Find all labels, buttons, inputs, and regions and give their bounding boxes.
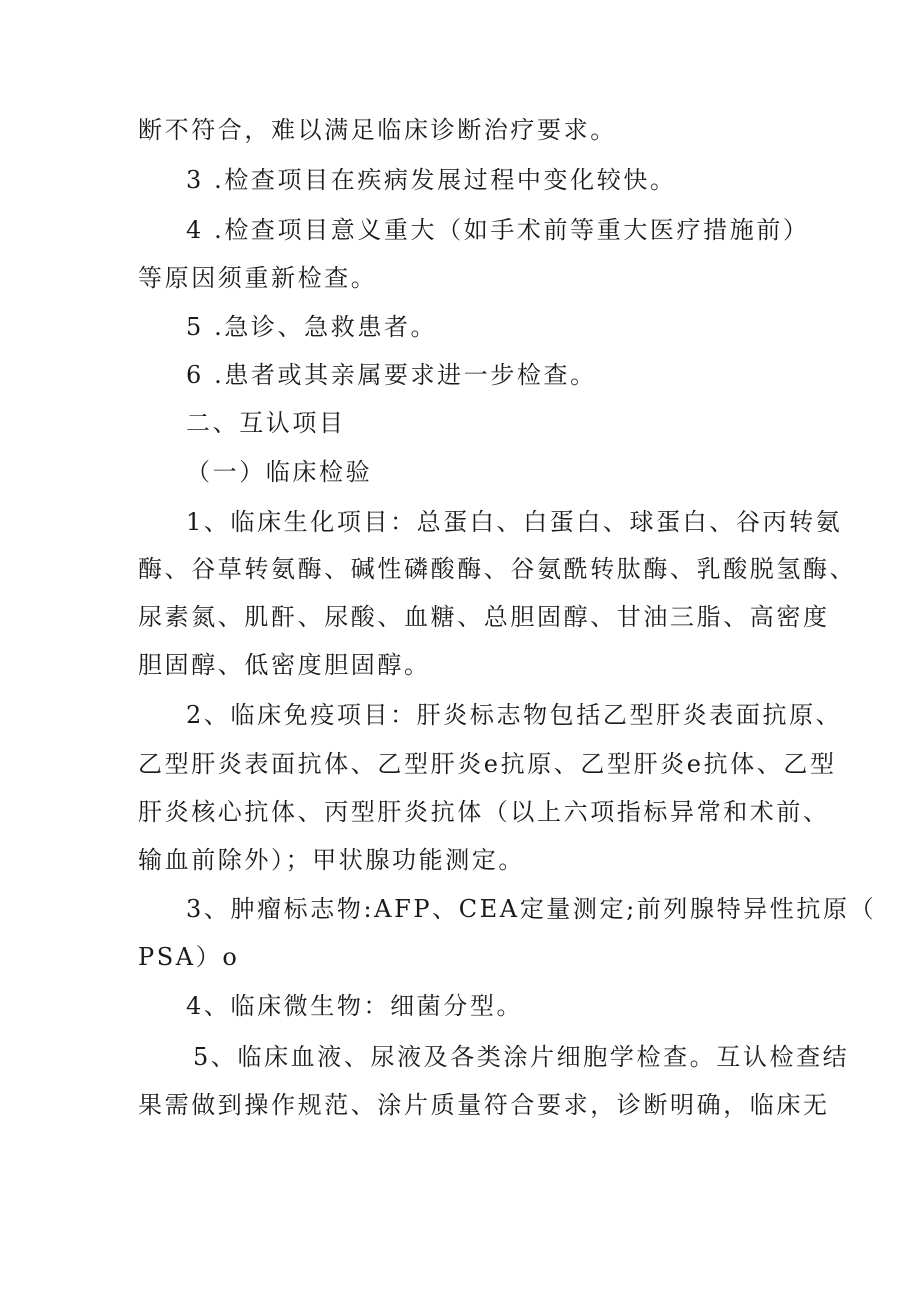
subsection-heading: （一）临床检验 [186,458,373,486]
list-item-clinical-biochem: 1、临床生化项目：总蛋白、白蛋白、球蛋白、谷丙转氨 [186,508,843,536]
list-item-3: 3 .检查项目在疾病发展过程中变化较快。 [186,166,677,194]
paragraph-line: 断不符合，难以满足临床诊断治疗要求。 [138,116,617,144]
list-item-hematology: 5、临床血液、尿液及各类涂片细胞学检查。互认检查结 [193,1043,850,1071]
paragraph-line: 输血前除外）；甲状腺功能测定。 [138,846,525,874]
list-item-6: 6 .患者或其亲属要求进一步检查。 [186,361,597,389]
paragraph-line: PSA）o [138,943,240,971]
list-item-5: 5 .急诊、急救患者。 [186,313,438,341]
paragraph-line: 等原因须重新检查。 [138,264,378,292]
paragraph-line: 肝炎核心抗体、丙型肝炎抗体（以上六项指标异常和术前、 [138,798,830,826]
list-item-tumor-markers: 3、肿瘤标志物:AFP、CEA定量测定;前列腺特异性抗原（ [186,895,877,923]
paragraph-line: 尿素氮、肌酐、尿酸、血糖、总胆固醇、甘油三脂、高密度 [138,603,830,631]
paragraph-line: 乙型肝炎表面抗体、乙型肝炎e抗原、乙型肝炎e抗体、乙型 [138,750,837,778]
list-item-4: 4 .检查项目意义重大（如手术前等重大医疗措施前） [186,216,810,244]
paragraph-line: 胆固醇、低密度胆固醇。 [138,651,431,679]
list-item-clinical-immuno: 2、临床免疫项目：肝炎标志物包括乙型肝炎表面抗原、 [186,701,843,729]
section-heading: 二、互认项目 [186,409,346,437]
list-item-microbiology: 4、临床微生物：细菌分型。 [186,992,524,1020]
paragraph-line: 酶、谷草转氨酶、碱性磷酸酶、谷氨酰转肽酶、乳酸脱氢酶、 [138,555,857,583]
paragraph-line: 果需做到操作规范、涂片质量符合要求，诊断明确，临床无 [138,1091,830,1119]
